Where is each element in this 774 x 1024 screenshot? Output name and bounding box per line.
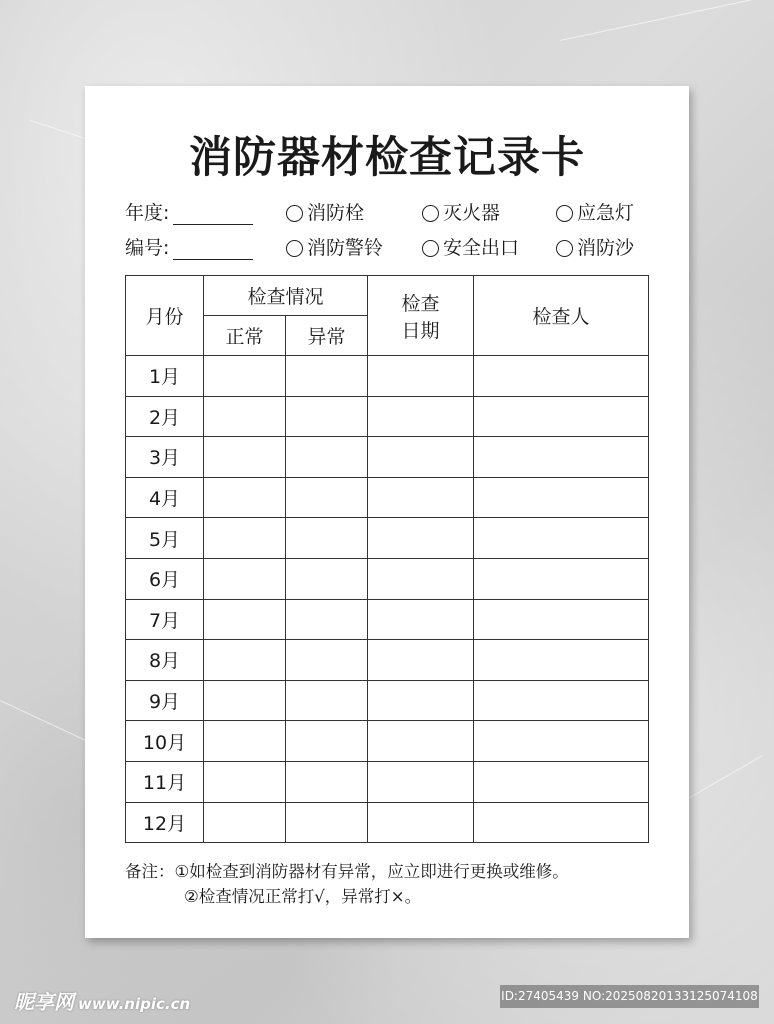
date-cell[interactable] — [368, 680, 474, 721]
normal-cell[interactable] — [204, 761, 286, 802]
abnormal-cell[interactable] — [286, 437, 368, 478]
circle-checkbox-icon[interactable] — [286, 240, 303, 257]
date-cell[interactable] — [368, 396, 474, 437]
date-cell[interactable] — [368, 721, 474, 762]
normal-cell[interactable] — [204, 721, 286, 762]
abnormal-header: 异常 — [286, 316, 368, 356]
inspector-cell[interactable] — [474, 396, 649, 437]
year-label: 年度: — [125, 202, 170, 224]
month-cell: 3月 — [126, 437, 204, 478]
abnormal-cell[interactable] — [286, 761, 368, 802]
note-line-1: 备注：①如检查到消防器材有异常，应立即进行更换或维修。 — [125, 862, 569, 881]
abnormal-cell[interactable] — [286, 680, 368, 721]
month-cell: 6月 — [126, 558, 204, 599]
table-header-row — [126, 276, 649, 316]
inspection-header: 检查情况 — [204, 276, 368, 316]
background-vein — [560, 0, 756, 41]
site-name: 昵享网 — [14, 990, 74, 1014]
record-card — [85, 86, 689, 938]
normal-cell[interactable] — [204, 356, 286, 397]
abnormal-cell[interactable] — [286, 396, 368, 437]
inspector-cell[interactable] — [474, 356, 649, 397]
number-field — [125, 233, 253, 260]
normal-cell[interactable] — [204, 558, 286, 599]
date-cell[interactable] — [368, 477, 474, 518]
month-cell: 5月 — [126, 518, 204, 559]
normal-cell[interactable] — [204, 518, 286, 559]
abnormal-cell[interactable] — [286, 802, 368, 843]
normal-cell[interactable] — [204, 640, 286, 681]
normal-header: 正常 — [204, 316, 286, 356]
month-cell: 10月 — [126, 721, 204, 762]
table-row — [126, 396, 649, 437]
date-cell[interactable] — [368, 802, 474, 843]
month-rows — [126, 356, 649, 843]
month-cell: 11月 — [126, 761, 204, 802]
circle-checkbox-icon[interactable] — [422, 240, 439, 257]
site-url: www.nipic.cn — [78, 995, 191, 1013]
circle-checkbox-icon[interactable] — [556, 240, 573, 257]
year-blank[interactable] — [173, 206, 253, 225]
date-cell[interactable] — [368, 356, 474, 397]
table-row — [126, 437, 649, 478]
option-safety-exit[interactable] — [422, 233, 519, 260]
month-cell: 4月 — [126, 477, 204, 518]
date-cell[interactable] — [368, 761, 474, 802]
month-cell: 7月 — [126, 599, 204, 640]
abnormal-cell[interactable] — [286, 640, 368, 681]
inspector-cell[interactable] — [474, 802, 649, 843]
inspector-header: 检查人 — [474, 276, 649, 356]
circle-checkbox-icon[interactable] — [286, 205, 303, 222]
table-row — [126, 356, 649, 397]
table-row — [126, 558, 649, 599]
abnormal-cell[interactable] — [286, 518, 368, 559]
id-watermark: ID:27405439 NO:20250820133125074108 — [500, 985, 759, 1008]
date-header-line2: 日期 — [401, 319, 440, 342]
table-row — [126, 477, 649, 518]
inspector-cell[interactable] — [474, 437, 649, 478]
year-field — [125, 198, 253, 225]
inspector-cell[interactable] — [474, 761, 649, 802]
circle-checkbox-icon[interactable] — [422, 205, 439, 222]
option-fire-sand[interactable] — [556, 233, 634, 260]
abnormal-cell[interactable] — [286, 356, 368, 397]
option-label: 应急灯 — [577, 202, 635, 224]
inspector-cell[interactable] — [474, 518, 649, 559]
normal-cell[interactable] — [204, 599, 286, 640]
table-row — [126, 721, 649, 762]
option-label: 灭火器 — [443, 202, 501, 224]
table-row — [126, 640, 649, 681]
number-label: 编号: — [125, 237, 170, 259]
month-cell: 1月 — [126, 356, 204, 397]
month-cell: 12月 — [126, 802, 204, 843]
circle-checkbox-icon[interactable] — [556, 205, 573, 222]
table-row — [126, 802, 649, 843]
option-label: 消防沙 — [577, 237, 635, 259]
site-watermark — [14, 986, 190, 1015]
date-cell[interactable] — [368, 437, 474, 478]
table-row — [126, 518, 649, 559]
note-line-2: ②检查情况正常打√，异常打×。 — [184, 887, 422, 906]
inspector-cell[interactable] — [474, 477, 649, 518]
date-header — [368, 276, 474, 356]
option-label: 消防栓 — [307, 202, 365, 224]
option-label: 消防警铃 — [307, 237, 384, 259]
inspection-table — [125, 275, 649, 843]
option-hydrant[interactable] — [286, 198, 364, 225]
month-header: 月份 — [126, 276, 204, 356]
date-header-line1: 检查 — [401, 292, 440, 315]
notes — [125, 859, 569, 909]
month-cell: 9月 — [126, 680, 204, 721]
month-cell: 8月 — [126, 640, 204, 681]
abnormal-cell[interactable] — [286, 558, 368, 599]
option-emergency-light[interactable] — [556, 198, 634, 225]
date-cell[interactable] — [368, 518, 474, 559]
table-row — [126, 680, 649, 721]
table-row — [126, 599, 649, 640]
month-cell: 2月 — [126, 396, 204, 437]
normal-cell[interactable] — [204, 437, 286, 478]
date-cell[interactable] — [368, 640, 474, 681]
abnormal-cell[interactable] — [286, 477, 368, 518]
inspector-cell[interactable] — [474, 558, 649, 599]
inspector-cell[interactable] — [474, 680, 649, 721]
date-cell[interactable] — [368, 558, 474, 599]
normal-cell[interactable] — [204, 680, 286, 721]
date-cell[interactable] — [368, 599, 474, 640]
option-extinguisher[interactable] — [422, 198, 500, 225]
inspector-cell[interactable] — [474, 640, 649, 681]
option-fire-alarm[interactable] — [286, 233, 383, 260]
abnormal-cell[interactable] — [286, 721, 368, 762]
abnormal-cell[interactable] — [286, 599, 368, 640]
number-blank[interactable] — [173, 241, 253, 260]
normal-cell[interactable] — [204, 396, 286, 437]
card-title: 消防器材检查记录卡 — [189, 133, 585, 183]
inspector-cell[interactable] — [474, 721, 649, 762]
normal-cell[interactable] — [204, 477, 286, 518]
inspector-cell[interactable] — [474, 599, 649, 640]
table-row — [126, 761, 649, 802]
option-label: 安全出口 — [443, 237, 520, 259]
normal-cell[interactable] — [204, 802, 286, 843]
